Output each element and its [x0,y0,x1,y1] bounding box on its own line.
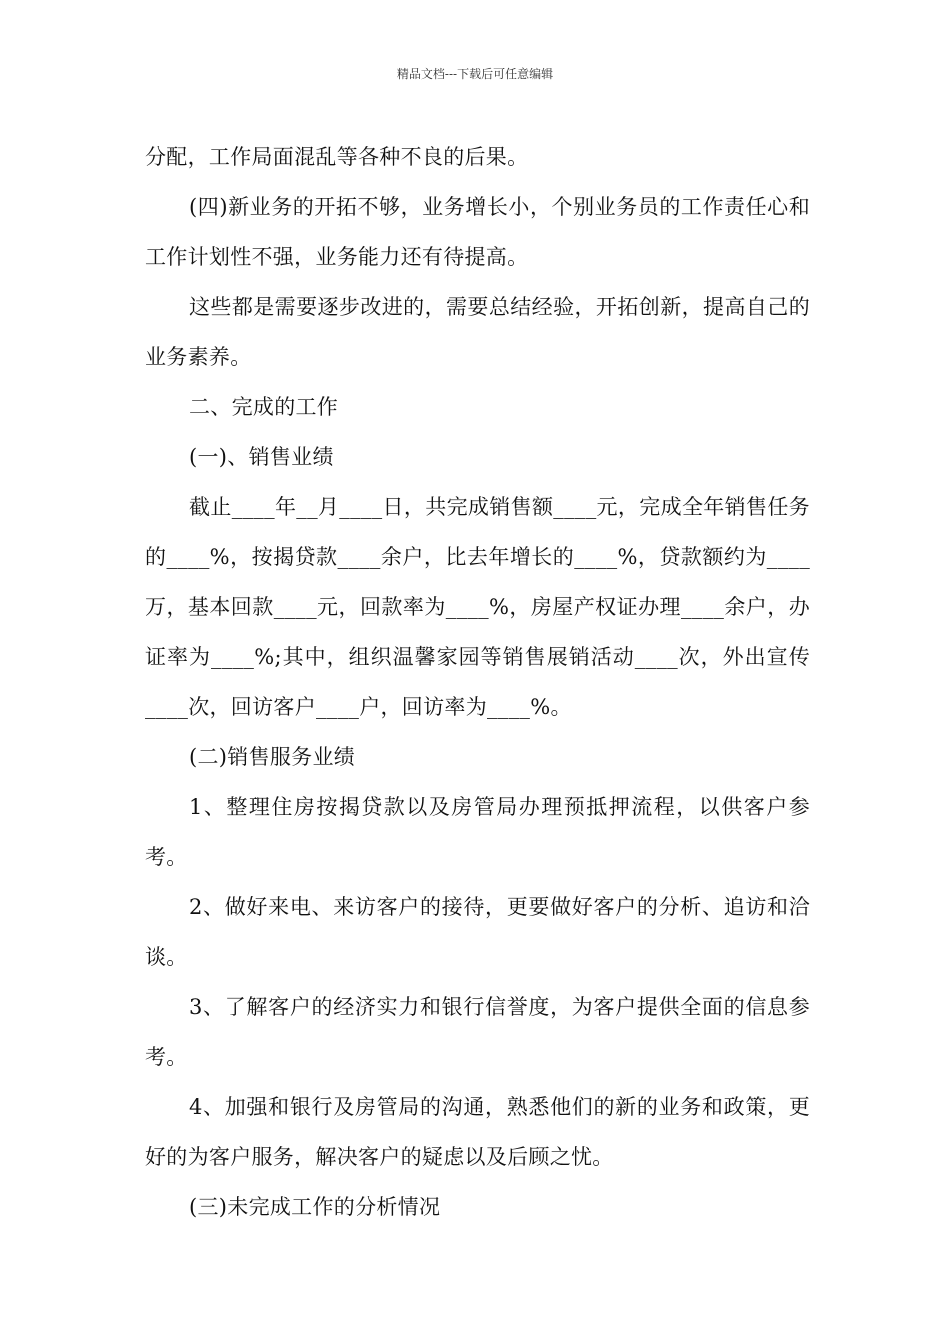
paragraph-continuation: 分配，工作局面混乱等各种不良的后果。 [145,145,529,169]
list-item-2: 2、做好来电、来访客户的接待，更要做好客户的分析、追访和洽谈。 [145,895,810,969]
subsection-heading-unfinished-analysis: (三)未完成工作的分析情况 [189,1195,441,1219]
subsection-heading-sales-performance: (一)、销售业绩 [189,445,334,469]
subsection-heading-service-performance: (二)销售服务业绩 [189,745,356,769]
paragraph-item-four: (四)新业务的开拓不够，业务增长小，个别业务员的工作责任心和工作计划性不强，业务能力还有待提高。 [145,195,810,269]
list-item-3: 3、了解客户的经济实力和银行信誉度，为客户提供全面的信息参考。 [145,995,810,1069]
section-heading-completed-work: 二、完成的工作 [189,395,339,419]
paragraph-sales-figures: 截止____年__月____日，共完成销售额____元，完成全年销售任务的____%，按揭贷款____余户，比去年增长的____%，贷款额约为____万，基本回款____元，回款率为____%，房屋产权证办理____余户，办证率为____%;其中，组织温馨家园等销售展销活动____次，外出宣传____次，回访客户____户，回访率为____%。 [145,495,810,719]
paragraph-improvement: 这些都是需要逐步改进的，需要总结经验，开拓创新，提高自己的业务素养。 [145,295,810,369]
list-item-1: 1、整理住房按揭贷款以及房管局办理预抵押流程，以供客户参考。 [145,795,810,869]
list-item-4: 4、加强和银行及房管局的沟通，熟悉他们的新的业务和政策，更好的为客户服务，解决客户的疑虑以及后顾之忧。 [145,1095,810,1169]
document-body [145,132,810,1232]
page-header: 精品文档---下载后可任意编辑 [396,67,554,81]
